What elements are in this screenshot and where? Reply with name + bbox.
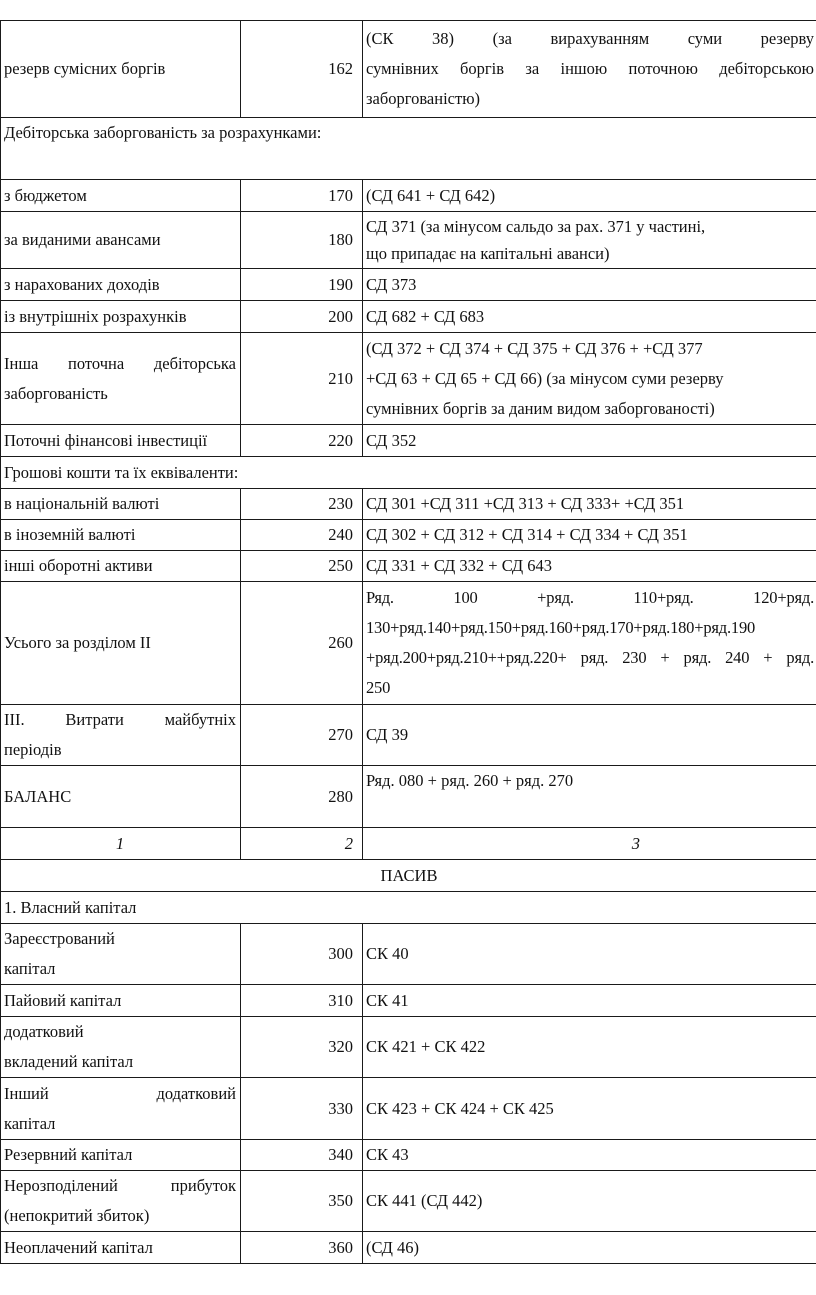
line-code: 320	[241, 1017, 363, 1078]
line-formula: СД 331 + СД 332 + СД 643	[363, 551, 816, 582]
line-code: 240	[241, 520, 363, 551]
line-formula: СД 682 + СД 683	[363, 301, 816, 333]
column-number: 1	[1, 828, 241, 860]
section-heading: ПАСИВ	[1, 860, 816, 892]
table-row	[1, 1232, 816, 1264]
line-name	[1, 705, 241, 766]
line-name: в національній валюті	[1, 489, 241, 520]
line-name: Резервний капітал	[1, 1140, 241, 1171]
line-name	[1, 333, 241, 425]
line-code: 250	[241, 551, 363, 582]
table-row	[1, 1017, 816, 1078]
section-title: 1. Власний капітал	[1, 892, 816, 924]
table-row	[1, 425, 816, 457]
line-code: 190	[241, 269, 363, 301]
table-row	[1, 551, 816, 582]
line-formula: СД 352	[363, 425, 816, 457]
name-line: Нерозподілений прибуток	[4, 1176, 236, 1195]
line-code: 170	[241, 180, 363, 212]
column-number: 2	[241, 828, 363, 860]
table-row	[1, 520, 816, 551]
formula-line: сумнівних боргів за іншою поточною дебіторською	[366, 59, 814, 78]
name-line: Зареєстрований	[4, 929, 115, 948]
section-title: Грошові кошти та їх еквіваленти:	[1, 457, 816, 489]
name-line: III. Витрати майбутніх	[4, 710, 236, 729]
table-row	[1, 301, 816, 333]
line-name: Поточні фінансові інвестиції	[1, 425, 241, 457]
section-title: Дебіторська заборгованість за розрахунками:	[1, 118, 816, 180]
table-row	[1, 1078, 816, 1140]
table-row	[1, 924, 816, 985]
name-line: заборгованість	[4, 383, 108, 403]
formula-line: (СК 38) (за вирахуванням суми резерву	[366, 29, 814, 48]
line-name: з нарахованих доходів	[1, 269, 241, 301]
line-name: резерв сумісних боргів	[1, 21, 241, 118]
section-row	[1, 118, 816, 180]
table-row	[1, 489, 816, 520]
table-row	[1, 766, 816, 828]
balance-formula-table	[0, 20, 816, 1264]
line-code: 180	[241, 212, 363, 269]
line-name: із внутрішніх розрахунків	[1, 301, 241, 333]
formula-line: СД 371 (за мінусом сальдо за рах. 371 у частині,	[366, 217, 706, 236]
line-name: інші оборотні активи	[1, 551, 241, 582]
formula-line: Ряд. 100 +ряд. 110+ряд. 120+ряд.	[366, 588, 814, 607]
line-formula	[363, 212, 816, 269]
section-row	[1, 457, 816, 489]
line-code: 162	[241, 21, 363, 118]
line-name: за виданими авансами	[1, 212, 241, 269]
name-line: вкладений капітал	[4, 1052, 134, 1071]
line-formula: (СД 641 + СД 642)	[363, 180, 816, 212]
line-code: 220	[241, 425, 363, 457]
line-code: 200	[241, 301, 363, 333]
line-formula: СК 441 (СД 442)	[363, 1171, 816, 1232]
formula-line: 130+ряд.140+ряд.150+ряд.160+ряд.170+ряд.180+ряд.190	[366, 618, 756, 637]
table-row	[1, 180, 816, 212]
formula-line: що припадає на капітальні аванси)	[366, 244, 610, 263]
line-name	[1, 1017, 241, 1078]
line-code: 260	[241, 582, 363, 705]
line-code: 340	[241, 1140, 363, 1171]
formula-line: (СД 372 + СД 374 + СД 375 + СД 376 + +СД 377	[366, 338, 703, 358]
formula-line: +ряд.200+ряд.210++ряд.220+ ряд. 230 + ряд. 240 + ряд.	[366, 648, 814, 667]
column-number-row	[1, 828, 816, 860]
line-code: 330	[241, 1078, 363, 1140]
line-code: 230	[241, 489, 363, 520]
column-number: 3	[363, 828, 816, 860]
table-row	[1, 985, 816, 1017]
line-code: 300	[241, 924, 363, 985]
table-row	[1, 21, 816, 118]
line-formula: СК 421 + СК 422	[363, 1017, 816, 1078]
name-line: капітал	[4, 959, 56, 978]
line-formula	[363, 582, 816, 705]
line-formula: СК 423 + СК 424 + СК 425	[363, 1078, 816, 1140]
line-name: Усього за розділом II	[1, 582, 241, 705]
line-formula: СД 302 + СД 312 + СД 314 + СД 334 + СД 351	[363, 520, 816, 551]
line-formula	[363, 21, 816, 118]
line-code: 210	[241, 333, 363, 425]
name-line: Інший додатковий	[4, 1083, 236, 1103]
line-name: Пайовий капітал	[1, 985, 241, 1017]
line-code: 280	[241, 766, 363, 828]
title-row	[1, 860, 816, 892]
line-code: 350	[241, 1171, 363, 1232]
line-formula: СК 40	[363, 924, 816, 985]
line-name: з бюджетом	[1, 180, 241, 212]
line-formula: СК 43	[363, 1140, 816, 1171]
formula-line: сумнівних боргів за даним видом заборгованості)	[366, 398, 715, 418]
line-formula: (СД 46)	[363, 1232, 816, 1264]
formula-line: 250	[366, 678, 391, 697]
line-name	[1, 924, 241, 985]
line-code: 310	[241, 985, 363, 1017]
table-row	[1, 582, 816, 705]
table-row	[1, 269, 816, 301]
line-code: 360	[241, 1232, 363, 1264]
name-line: періодів	[4, 740, 62, 759]
table-row	[1, 1140, 816, 1171]
name-line: капітал	[4, 1113, 56, 1133]
line-name	[1, 1078, 241, 1140]
table-row	[1, 705, 816, 766]
line-formula: СД 39	[363, 705, 816, 766]
line-name: БАЛАНС	[1, 766, 241, 828]
name-line: (непокритий збиток)	[4, 1206, 150, 1225]
formula-line: +СД 63 + СД 65 + СД 66) (за мінусом суми резерву	[366, 368, 724, 388]
table-row	[1, 212, 816, 269]
line-name	[1, 1171, 241, 1232]
line-name: в іноземній валюті	[1, 520, 241, 551]
section-row	[1, 892, 816, 924]
line-formula: СК 41	[363, 985, 816, 1017]
line-formula	[363, 333, 816, 425]
formula-line: заборгованістю)	[366, 89, 481, 108]
name-line: Інша поточна дебіторська	[4, 353, 236, 373]
table-row	[1, 1171, 816, 1232]
line-formula: СД 301 +СД 311 +СД 313 + СД 333+ +СД 351	[363, 489, 816, 520]
line-code: 270	[241, 705, 363, 766]
name-line: додатковий	[4, 1022, 84, 1041]
table-row	[1, 333, 816, 425]
line-name: Неоплачений капітал	[1, 1232, 241, 1264]
line-formula: Ряд. 080 + ряд. 260 + ряд. 270	[363, 766, 816, 828]
line-formula: СД 373	[363, 269, 816, 301]
